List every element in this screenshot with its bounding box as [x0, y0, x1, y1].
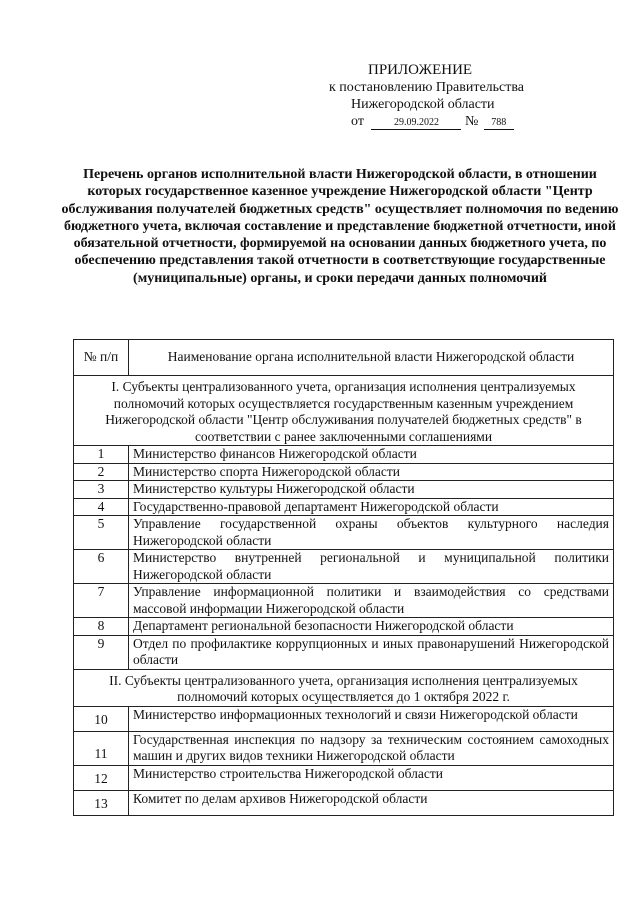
table-row: [74, 584, 614, 618]
table-row: [74, 635, 614, 669]
row-number: 11: [74, 731, 129, 765]
row-name: Отдел по профилактике коррупционных и иных правонарушений Нижегородской области: [129, 635, 614, 669]
section-title: I. Субъекты централизованного учета, организация исполнения централизуемых полномочий которых осуществляется государственным казенным учреждением Нижегородской области "Центр обслуживания получателей бюджетных средств" в соответствии с ранее заключенными соглашениями: [74, 376, 614, 446]
table-row: [74, 516, 614, 550]
row-name: Министерство финансов Нижегородской области: [129, 446, 614, 464]
table-row: [74, 765, 614, 790]
row-name: Министерство информационных технологий и связи Нижегородской области: [129, 706, 614, 731]
table-header-row: [74, 340, 614, 376]
row-name: Министерство строительства Нижегородской области: [129, 765, 614, 790]
row-number: 7: [74, 584, 129, 618]
table-row: [74, 498, 614, 516]
row-name: Управление государственной охраны объектов культурного наследия Нижегородской области: [129, 516, 614, 550]
row-number: 8: [74, 618, 129, 636]
appendix-line-2: Нижегородской области: [351, 97, 495, 112]
row-name: Государственно-правовой департамент Нижегородской области: [129, 498, 614, 516]
document-heading: Перечень органов исполнительной власти Нижегородской области, в отношении которых государственное казенное учреждение Нижегородской области "Центр обслуживания получателей бюджетных средств" осуществляет полномочия по ведению бюджетного учета, включая составление и представление бюджетной отчетности, иной обязательной отчетности, формируемой на основании данных бюджетного учета, по обеспечению представления такой отчетности в соответствующие государственные (муниципальные) органы, и сроки передачи данных полномочий: [61, 167, 619, 286]
table-row: [74, 618, 614, 636]
row-name: Комитет по делам архивов Нижегородской области: [129, 790, 614, 815]
table-row: [74, 706, 614, 731]
col-num-header: № п/п: [74, 340, 129, 376]
section-row: [74, 669, 614, 706]
row-number: 12: [74, 765, 129, 790]
table-row: [74, 463, 614, 481]
table-row: [74, 731, 614, 765]
table-row: [74, 550, 614, 584]
row-number: 9: [74, 635, 129, 669]
row-name: Государственная инспекция по надзору за техническим состоянием самоходных машин и других видов техники Нижегородской области: [129, 731, 614, 765]
row-number: 3: [74, 481, 129, 499]
row-number: 10: [74, 706, 129, 731]
row-name: Министерство спорта Нижегородской области: [129, 463, 614, 481]
row-number: 13: [74, 790, 129, 815]
row-number: 6: [74, 550, 129, 584]
appendix-date-row: [351, 114, 514, 130]
appendix-title: ПРИЛОЖЕНИЕ: [368, 62, 473, 78]
section-title: II. Субъекты централизованного учета, организация исполнения централизуемых полномочий которых осуществляется до 1 октября 2022 г.: [74, 669, 614, 706]
decree-number: 788: [484, 116, 514, 130]
row-number: 4: [74, 498, 129, 516]
row-name: Управление информационной политики и взаимодействия со средствами массовой информации Нижегородской области: [129, 584, 614, 618]
section-row: [74, 376, 614, 446]
bodies-table: [73, 339, 614, 816]
row-name: Министерство культуры Нижегородской области: [129, 481, 614, 499]
table-body: [74, 376, 614, 816]
table-row: [74, 481, 614, 499]
row-number: 1: [74, 446, 129, 464]
row-name: Департамент региональной безопасности Нижегородской области: [129, 618, 614, 636]
col-name-header: Наименование органа исполнительной власти Нижегородской области: [129, 340, 614, 376]
table-row: [74, 446, 614, 464]
number-label: №: [464, 114, 479, 129]
row-name: Министерство внутренней региональной и муниципальной политики Нижегородской области: [129, 550, 614, 584]
decree-date: 29.09.2022: [371, 116, 461, 130]
row-number: 5: [74, 516, 129, 550]
appendix-line-1: к постановлению Правительства: [329, 80, 525, 95]
from-label: от: [351, 114, 364, 129]
table-row: [74, 790, 614, 815]
row-number: 2: [74, 463, 129, 481]
